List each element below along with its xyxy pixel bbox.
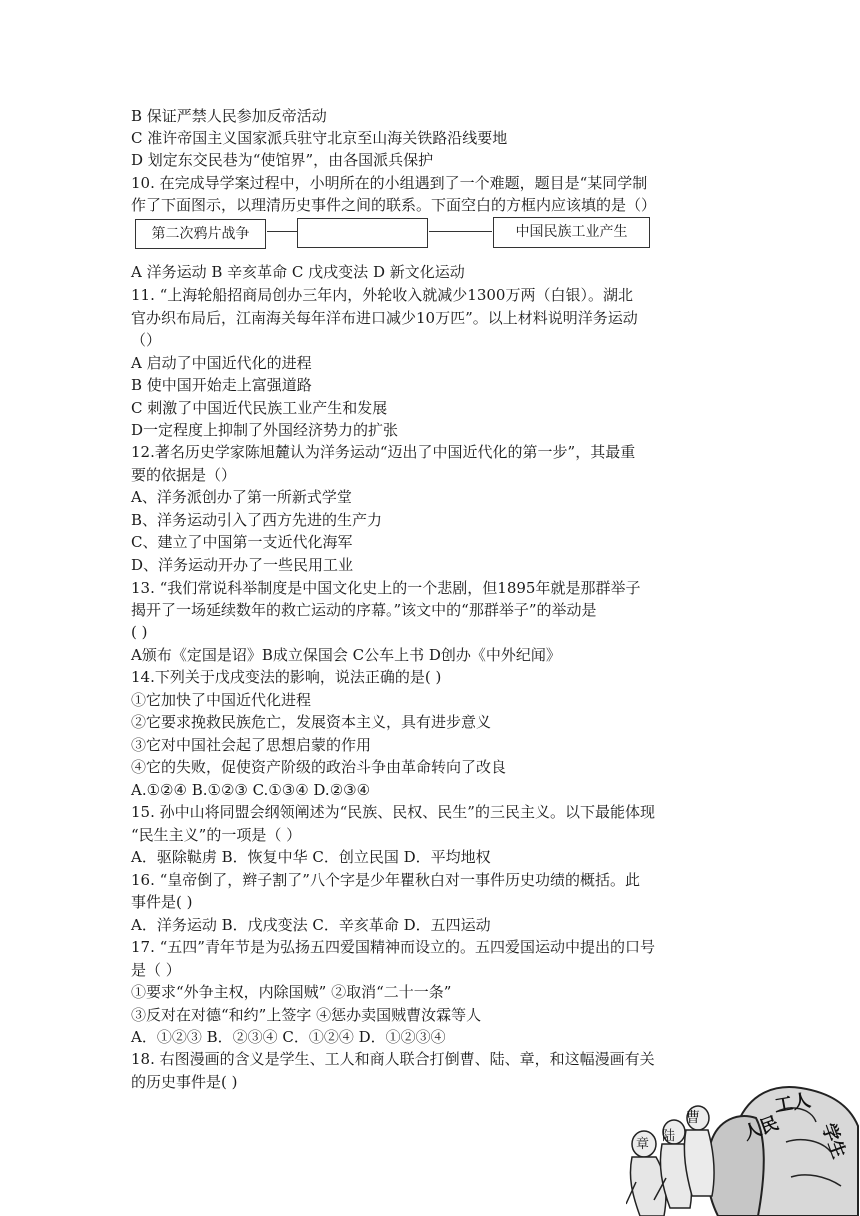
- flow-connector-2: [429, 231, 492, 232]
- question-12-option-a: A、洋务派创办了第一所新式学堂: [131, 488, 352, 506]
- question-10-line-2: 作了下面图示，以理清历史事件之间的联系。下面空白的方框内应该填的是（）: [131, 196, 657, 214]
- question-13-line-1: 13. “我们常说科举制度是中国文化史上的一个悲剧，但1895年就是那群举子: [131, 579, 641, 597]
- question-11-line-2: 官办织布局后，江南海关每年洋布进口减少10万匹”。以上材料说明洋务运动: [131, 309, 638, 327]
- question-14-item-3: ③它对中国社会起了思想启蒙的作用: [131, 736, 372, 754]
- question-14-item-1: ①它加快了中国近代化进程: [131, 691, 312, 709]
- question-10-line-1: 10. 在完成导学案过程中，小明所在的小组遇到了一个难题，题目是“某同学制: [131, 174, 648, 192]
- question-11-option-d: D一定程度上抑制了外国经济势力的扩张: [131, 421, 399, 439]
- question-15-line-2: “民生主义”的一项是（ ）: [131, 826, 302, 844]
- cartoon-label-students: 学生: [817, 1120, 850, 1162]
- question-13-line-3: ( ): [131, 623, 148, 641]
- question-12-option-d: D、洋务运动开办了一些民用工业: [131, 556, 354, 574]
- question-13-line-2: 揭开了一场延续数年的救亡运动的序幕。”该文中的“那群举子”的举动是: [131, 601, 597, 619]
- question-11-option-b: B 使中国开始走上富强道路: [131, 376, 312, 394]
- flow-diagram: [0, 0, 860, 260]
- cartoon-illustration: [626, 1082, 860, 1216]
- question-14-options: A.①②④ B.①②③ C.①③④ D.②③④: [131, 781, 371, 799]
- question-18-line-1: 18. 右图漫画的含义是学生、工人和商人联合打倒曹、陆、章，和这幅漫画有关: [131, 1050, 655, 1068]
- flow-box-national-industry: 中国民族工业产生: [493, 217, 650, 248]
- flow-box-first-opium-war: 第二次鸦片战争: [135, 219, 266, 249]
- question-13-options: A颁布《定国是诏》B成立保国会 C公车上书 D创办《中外纪闻》: [131, 646, 561, 664]
- flow-box-blank: [297, 218, 428, 248]
- question-12-option-b: B、洋务运动引入了西方先进的生产力: [131, 511, 383, 529]
- question-12-line-1: 12.著名历史学家陈旭麓认为洋务运动“迈出了中国近代化的第一步”，其最重: [131, 443, 636, 461]
- question-14-line-1: 14.下列关于戊戌变法的影响，说法正确的是( ): [131, 668, 442, 686]
- option-c-line: C 准许帝国主义国家派兵驻守北京至山海关铁路沿线要地: [131, 129, 508, 147]
- cartoon-label-lu: 陆: [662, 1129, 676, 1144]
- question-11-option-a: A 启动了中国近代化的进程: [131, 354, 312, 372]
- question-17-options: A．①②③ B．②③④ C．①②④ D．①②③④: [131, 1028, 446, 1046]
- cartoon-label-cao: 曹: [686, 1110, 700, 1126]
- question-10-options: A 洋务运动 B 辛亥革命 C 戊戌变法 D 新文化运动: [131, 263, 465, 281]
- question-16-line-1: 16. “皇帝倒了，辫子割了”八个字是少年瞿秋白对一事件历史功绩的概括。此: [131, 871, 640, 889]
- cartoon-label-zhang: 章: [636, 1137, 650, 1152]
- question-14-item-2: ②它要求挽救民族危亡，发展资本主义，具有进步意义: [131, 713, 492, 731]
- question-12-line-2: 要的依据是（）: [131, 466, 237, 484]
- question-11-line-3: （）: [131, 331, 162, 349]
- question-12-option-c: C、建立了中国第一支近代化海军: [131, 533, 353, 551]
- option-d-line: D 划定东交民巷为“使馆界”，由各国派兵保护: [131, 151, 434, 169]
- question-17-items-1: ①要求“外争主权，内除国贼” ②取消“二十一条”: [131, 983, 452, 1001]
- question-14-item-4: ④它的失败，促使资产阶级的政治斗争由革命转向了改良: [131, 758, 507, 776]
- question-17-items-2: ③反对在对德“和约”上签字 ④惩办卖国贼曹汝霖等人: [131, 1006, 482, 1024]
- question-11-line-1: 11. “上海轮船招商局创办三年内，外轮收入就减少1300万两（白银）。湖北: [131, 286, 633, 304]
- cartoon-label-workers: 工人: [773, 1089, 813, 1117]
- question-17-line-2: 是（ ）: [131, 961, 181, 979]
- question-11-option-c: C 刺激了中国近代民族工业产生和发展: [131, 399, 388, 417]
- question-16-options: A．洋务运动 B．戊戌变法 C．辛亥革命 D．五四运动: [131, 916, 491, 934]
- cartoon-label-people: 人民: [740, 1112, 782, 1145]
- flow-connector-1: [267, 231, 297, 232]
- question-15-line-1: 15. 孙中山将同盟会纲领阐述为“民族、民权、民生”的三民主义。以下最能体现: [131, 803, 655, 821]
- question-17-line-1: 17. “五四”青年节是为弘扬五四爱国精神而设立的。五四爱国运动中提出的口号: [131, 938, 655, 956]
- question-16-line-2: 事件是( ): [131, 893, 193, 911]
- question-18-line-2: 的历史事件是( ): [131, 1073, 238, 1091]
- option-b-line: B 保证严禁人民参加反帝活动: [131, 107, 327, 125]
- question-15-options: A．驱除鞑虏 B．恢复中华 C．创立民国 D．平均地权: [131, 848, 491, 866]
